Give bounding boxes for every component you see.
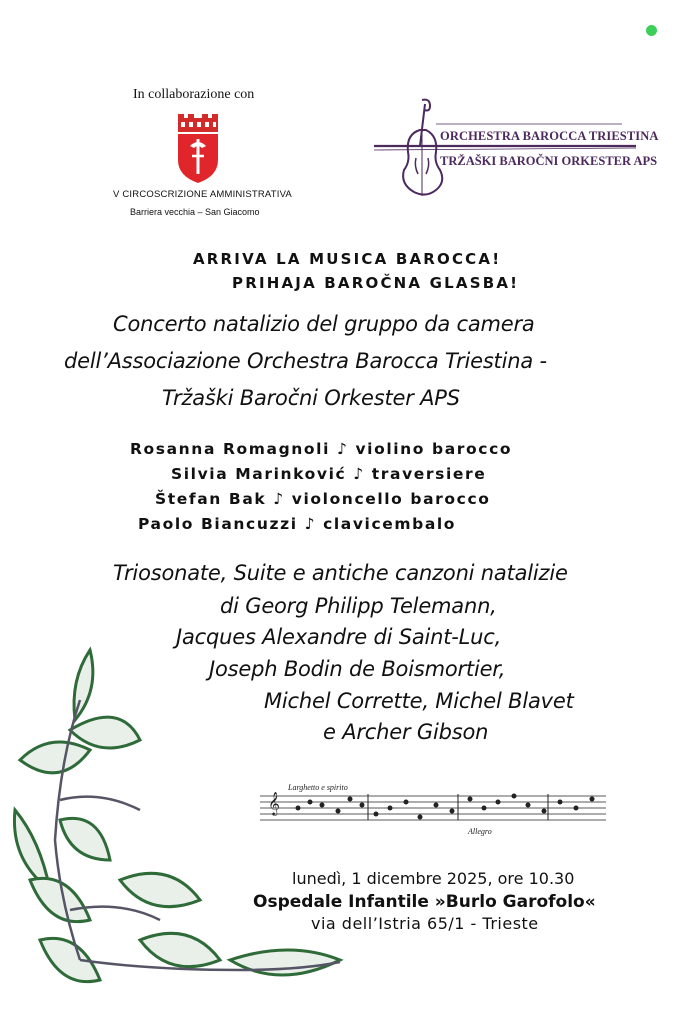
circoscrizione-label: V CIRCOSCRIZIONE AMMINISTRATIVA (113, 189, 292, 200)
headline-slovenian: PRIHAJA BAROČNA GLASBA! (232, 274, 520, 292)
program-line: Michel Corrette, Michel Blavet (264, 689, 574, 713)
program-line: Joseph Bodin de Boismortier, (209, 657, 506, 681)
score-tempo-marking: Allegro (468, 827, 492, 836)
trieste-crest-icon (175, 112, 221, 184)
intro-line: Concerto natalizio del gruppo da camera (113, 312, 535, 336)
collaboration-label: In collaborazione con (133, 87, 255, 102)
program-line: Jacques Alexandre di Saint-Luc, (176, 625, 502, 649)
headline-italian: ARRIVA LA MUSICA BAROCCA! (193, 250, 502, 268)
program-line: di Georg Philipp Telemann, (220, 594, 497, 618)
intro-line: dell’Associazione Orchestra Barocca Triestina - (64, 349, 547, 373)
status-indicator-dot (646, 25, 657, 36)
orchestra-logo-violin-icon (370, 96, 640, 200)
svg-text:𝄞: 𝄞 (268, 791, 280, 815)
performer-line: Štefan Bak ♪ violoncello barocco (155, 490, 491, 508)
event-venue: Ospedale Infantile »Burlo Garofolo« (253, 892, 596, 912)
performer-line: Silvia Marinković ♪ traversiere (171, 465, 487, 483)
decorative-leaves-image (0, 640, 380, 1024)
orchestra-name-it: ORCHESTRA BAROCCA TRIESTINA (440, 129, 659, 143)
performer-line: Rosanna Romagnoli ♪ violino barocco (130, 440, 513, 458)
orchestra-name-sl: TRŽAŠKI BAROČNI ORKESTER APS (440, 154, 658, 168)
event-address: via dell’Istria 65/1 - Trieste (311, 914, 539, 933)
area-label: Barriera vecchia – San Giacomo (130, 207, 260, 217)
program-line: Triosonate, Suite e antiche canzoni natalizie (113, 561, 568, 585)
program-line: e Archer Gibson (323, 720, 489, 744)
performer-line: Paolo Biancuzzi ♪ clavicembalo (138, 515, 457, 533)
score-tempo-marking: Larghetto e spirito (288, 783, 348, 792)
event-date: lunedì, 1 dicembre 2025, ore 10.30 (292, 869, 575, 888)
intro-line: Tržaški Baročni Orkester APS (162, 386, 460, 410)
